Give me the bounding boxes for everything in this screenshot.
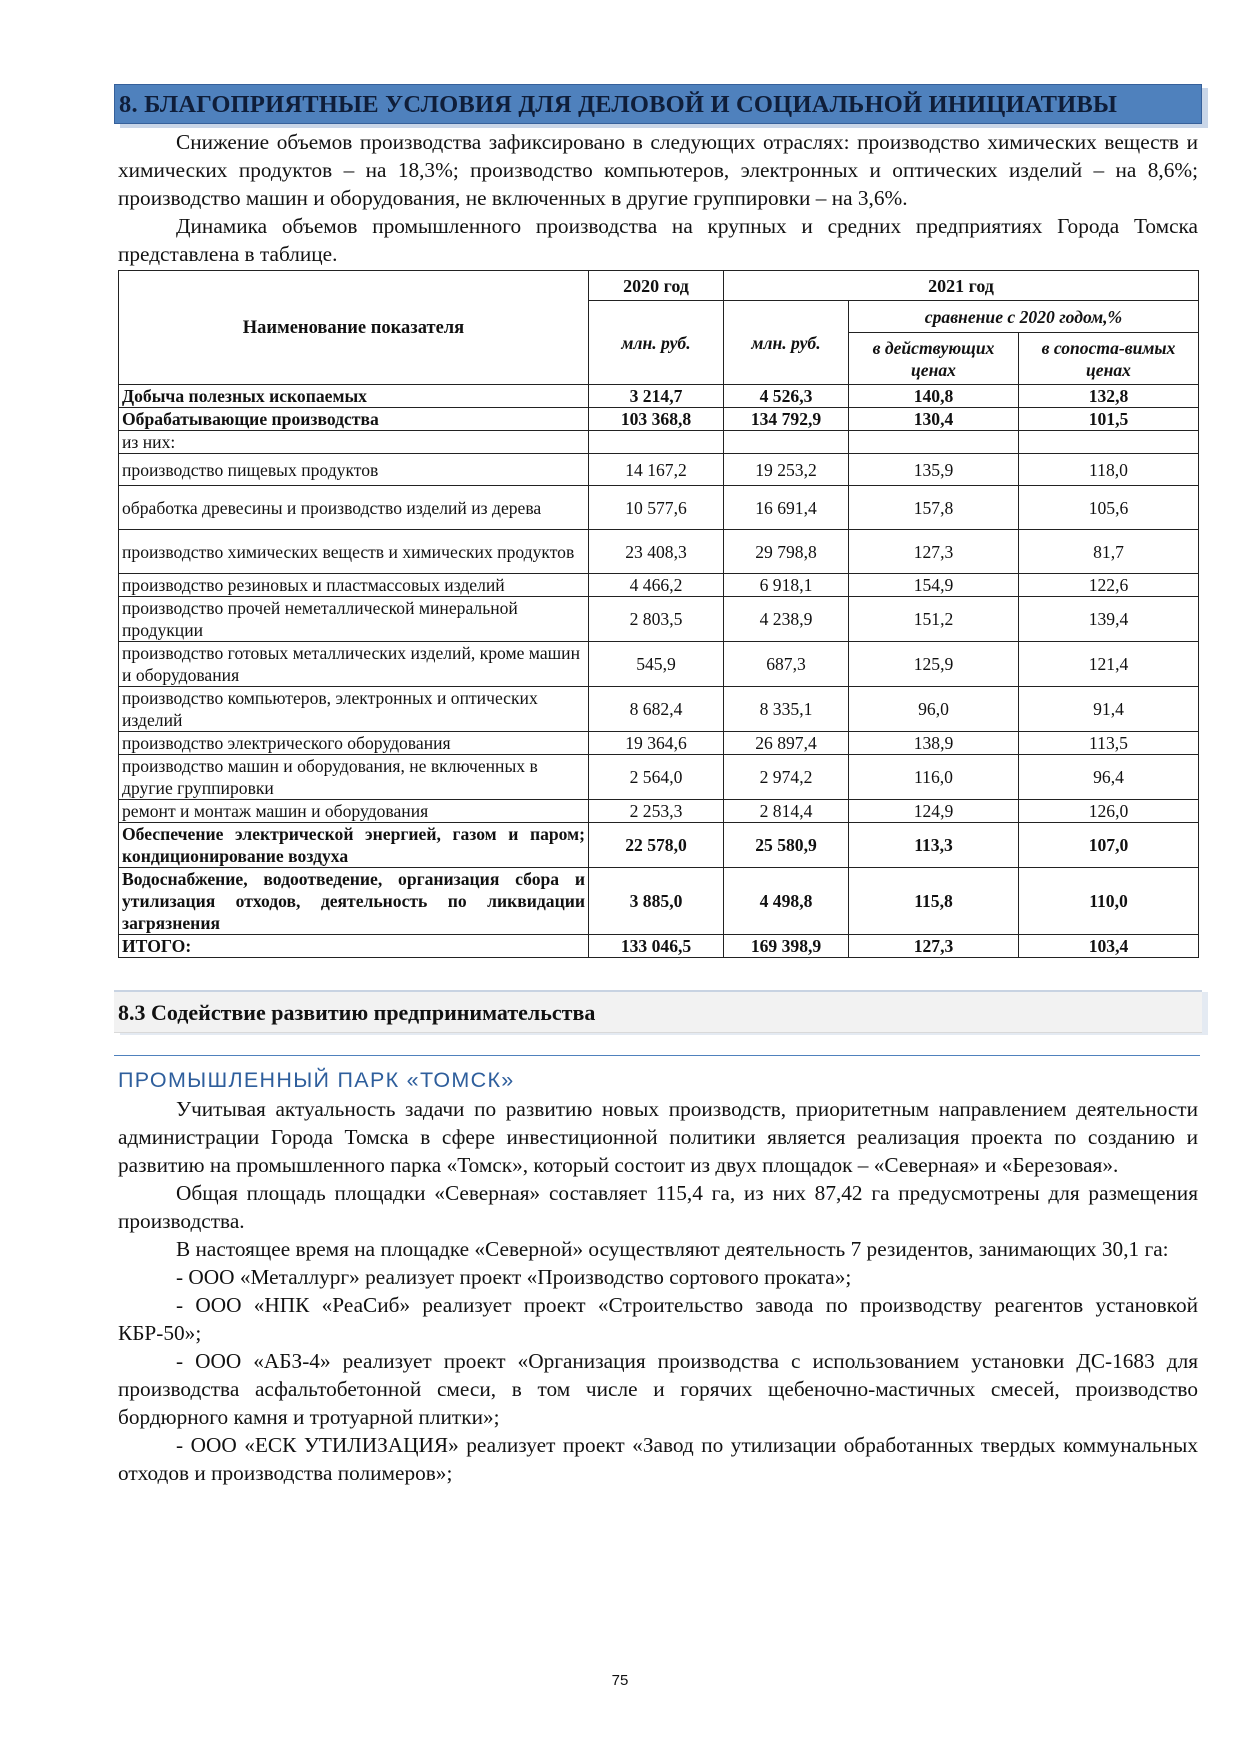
intro-text [118,128,1198,268]
cell-comparable-prices: 113,5 [1019,732,1199,755]
page-number: 75 [611,1672,629,1689]
production-table [118,270,1199,958]
row-name: ИТОГО: [119,935,589,958]
cell-comparable-prices: 122,6 [1019,574,1199,597]
park-paragraph: В настоящее время на площадке «Северной» осуществляют деятельность 7 резидентов, занимающих 30,1 га: [176,1237,1169,1261]
intro-paragraph: Снижение объемов производства зафиксировано в следующих отраслях: производство химических веществ и химических продуктов – на 18,3%; производство компьютеров, электронных и оптических изделий – на 8,6%; производство машин и оборудования, не включенных в другие группировки – на 3,6%. [118,130,1198,210]
cell-2020-mln: 14 167,2 [589,454,724,486]
cell-comparable-prices: 103,4 [1019,935,1199,958]
table-row [119,868,1199,935]
cell-current-prices: 116,0 [849,755,1019,800]
row-name: ремонт и монтаж машин и оборудования [119,800,589,823]
cell-current-prices: 157,8 [849,486,1019,530]
table-row [119,385,1199,408]
cell-2020-mln: 133 046,5 [589,935,724,958]
cell-2021-mln: 687,3 [724,642,849,687]
row-name: производство химических веществ и химических продуктов [119,530,589,574]
cell-comparable-prices: 96,4 [1019,755,1199,800]
row-name: производство машин и оборудования, не включенных в другие группировки [119,755,589,800]
cell-2020-mln: 2 803,5 [589,597,724,642]
cell-current-prices [849,431,1019,454]
cell-comparable-prices: 107,0 [1019,823,1199,868]
row-name: Водоснабжение, водоотведение, организация сбора и утилизация отходов, деятельность по ликвидации загрязнения [119,868,589,935]
table-row [119,574,1199,597]
row-name: производство резиновых и пластмассовых изделий [119,574,589,597]
header-current-prices: в действующих ценах [849,333,1019,385]
park-paragraph: - ООО «АБЗ-4» реализует проект «Организация производства с использованием установки ДС-1683 для производства асфальтобетонной смеси, в том числе и горячих щебеночно-мастичных смесей, производство бордюрного камня и тротуарной плитки»; [118,1349,1198,1429]
cell-2021-mln: 4 498,8 [724,868,849,935]
header-year-2021: 2021 год [724,271,1199,301]
row-name: производство компьютеров, электронных и оптических изделий [119,687,589,732]
cell-2021-mln: 2 974,2 [724,755,849,800]
section-title: 8. БЛАГОПРИЯТНЫЕ УСЛОВИЯ ДЛЯ ДЕЛОВОЙ И СОЦИАЛЬНОЙ ИНИЦИАТИВЫ [114,84,1202,124]
document-page [118,84,1198,1487]
park-title: ПРОМЫШЛЕННЫЙ ПАРК «ТОМСК» [118,1068,515,1092]
cell-comparable-prices: 105,6 [1019,486,1199,530]
table-row [119,431,1199,454]
row-name: из них: [119,431,589,454]
table-row [119,454,1199,486]
cell-2020-mln: 103 368,8 [589,408,724,431]
cell-2021-mln: 2 814,4 [724,800,849,823]
cell-2021-mln: 25 580,9 [724,823,849,868]
subsection-title: 8.3 Содействие развитию предпринимательства [114,990,1202,1033]
park-paragraph: - ООО «НПК «РеаСиб» реализует проект «Строительство завода по производству реагентов установкой КБР-50»; [118,1293,1198,1345]
header-comparable-prices: в сопоста-вимых ценах [1019,333,1199,385]
row-name: производство готовых металлических изделий, кроме машин и оборудования [119,642,589,687]
cell-2020-mln: 4 466,2 [589,574,724,597]
cell-2021-mln: 8 335,1 [724,687,849,732]
table-row [119,486,1199,530]
cell-comparable-prices: 81,7 [1019,530,1199,574]
cell-current-prices: 140,8 [849,385,1019,408]
row-name: производство электрического оборудования [119,732,589,755]
cell-current-prices: 124,9 [849,800,1019,823]
table-row [119,597,1199,642]
cell-current-prices: 127,3 [849,530,1019,574]
cell-2021-mln: 4 238,9 [724,597,849,642]
cell-comparable-prices: 101,5 [1019,408,1199,431]
cell-2020-mln: 23 408,3 [589,530,724,574]
intro-paragraph: Динамика объемов промышленного производства на крупных и средних предприятиях Города Томска представлена в таблице. [118,214,1198,266]
row-name: обработка древесины и производство изделий из дерева [119,486,589,530]
divider [114,1055,1200,1056]
cell-2021-mln: 169 398,9 [724,935,849,958]
cell-current-prices: 125,9 [849,642,1019,687]
table-row [119,935,1199,958]
table-row [119,732,1199,755]
cell-2020-mln: 545,9 [589,642,724,687]
cell-2020-mln: 2 253,3 [589,800,724,823]
cell-2020-mln: 10 577,6 [589,486,724,530]
cell-2021-mln: 16 691,4 [724,486,849,530]
row-name: Обеспечение электрической энергией, газом и паром; кондиционирование воздуха [119,823,589,868]
cell-2020-mln [589,431,724,454]
table-row [119,408,1199,431]
cell-comparable-prices: 110,0 [1019,868,1199,935]
cell-2021-mln: 29 798,8 [724,530,849,574]
cell-current-prices: 154,9 [849,574,1019,597]
cell-current-prices: 113,3 [849,823,1019,868]
row-name: производство пищевых продуктов [119,454,589,486]
cell-comparable-prices: 121,4 [1019,642,1199,687]
cell-current-prices: 138,9 [849,732,1019,755]
table-row [119,755,1199,800]
park-paragraph: - ООО «Металлург» реализует проект «Производство сортового проката»; [176,1265,852,1289]
header-mln-2020: млн. руб. [589,301,724,385]
header-mln-2021: млн. руб. [724,301,849,385]
cell-2021-mln: 19 253,2 [724,454,849,486]
cell-2021-mln: 4 526,3 [724,385,849,408]
cell-2020-mln: 19 364,6 [589,732,724,755]
cell-2020-mln: 3 214,7 [589,385,724,408]
cell-2021-mln [724,431,849,454]
header-year-2020: 2020 год [589,271,724,301]
table-row [119,642,1199,687]
table-row [119,800,1199,823]
park-paragraph: - ООО «ЕСК УТИЛИЗАЦИЯ» реализует проект «Завод по утилизации обработанных твердых коммунальных отходов и производства полимеров»; [118,1433,1198,1485]
table-row [119,530,1199,574]
cell-comparable-prices: 132,8 [1019,385,1199,408]
cell-current-prices: 151,2 [849,597,1019,642]
cell-2021-mln: 6 918,1 [724,574,849,597]
cell-current-prices: 96,0 [849,687,1019,732]
cell-current-prices: 127,3 [849,935,1019,958]
table-row [119,687,1199,732]
cell-comparable-prices: 139,4 [1019,597,1199,642]
cell-2020-mln: 3 885,0 [589,868,724,935]
cell-current-prices: 115,8 [849,868,1019,935]
table-body [119,385,1199,958]
park-text [118,1095,1198,1487]
header-indicator: Наименование показателя [119,271,589,385]
row-name: производство прочей неметаллической минеральной продукции [119,597,589,642]
cell-comparable-prices: 118,0 [1019,454,1199,486]
cell-2020-mln: 2 564,0 [589,755,724,800]
cell-2021-mln: 26 897,4 [724,732,849,755]
header-comparison: сравнение с 2020 годом,% [849,301,1199,333]
cell-2021-mln: 134 792,9 [724,408,849,431]
cell-comparable-prices: 91,4 [1019,687,1199,732]
park-paragraph: Учитывая актуальность задачи по развитию новых производств, приоритетным направлением деятельности администрации Города Томска в сфере инвестиционной политики является реализация проекта по созданию и развитию на промышленного парка «Томск», который состоит из двух площадок – «Северная» и «Березовая». [118,1097,1198,1177]
cell-comparable-prices [1019,431,1199,454]
cell-2020-mln: 22 578,0 [589,823,724,868]
cell-current-prices: 135,9 [849,454,1019,486]
park-paragraph: Общая площадь площадки «Северная» составляет 115,4 га, из них 87,42 га предусмотрены для размещения производства. [118,1181,1198,1233]
cell-current-prices: 130,4 [849,408,1019,431]
row-name: Обрабатывающие производства [119,408,589,431]
row-name: Добыча полезных ископаемых [119,385,589,408]
cell-2020-mln: 8 682,4 [589,687,724,732]
cell-comparable-prices: 126,0 [1019,800,1199,823]
table-row [119,823,1199,868]
